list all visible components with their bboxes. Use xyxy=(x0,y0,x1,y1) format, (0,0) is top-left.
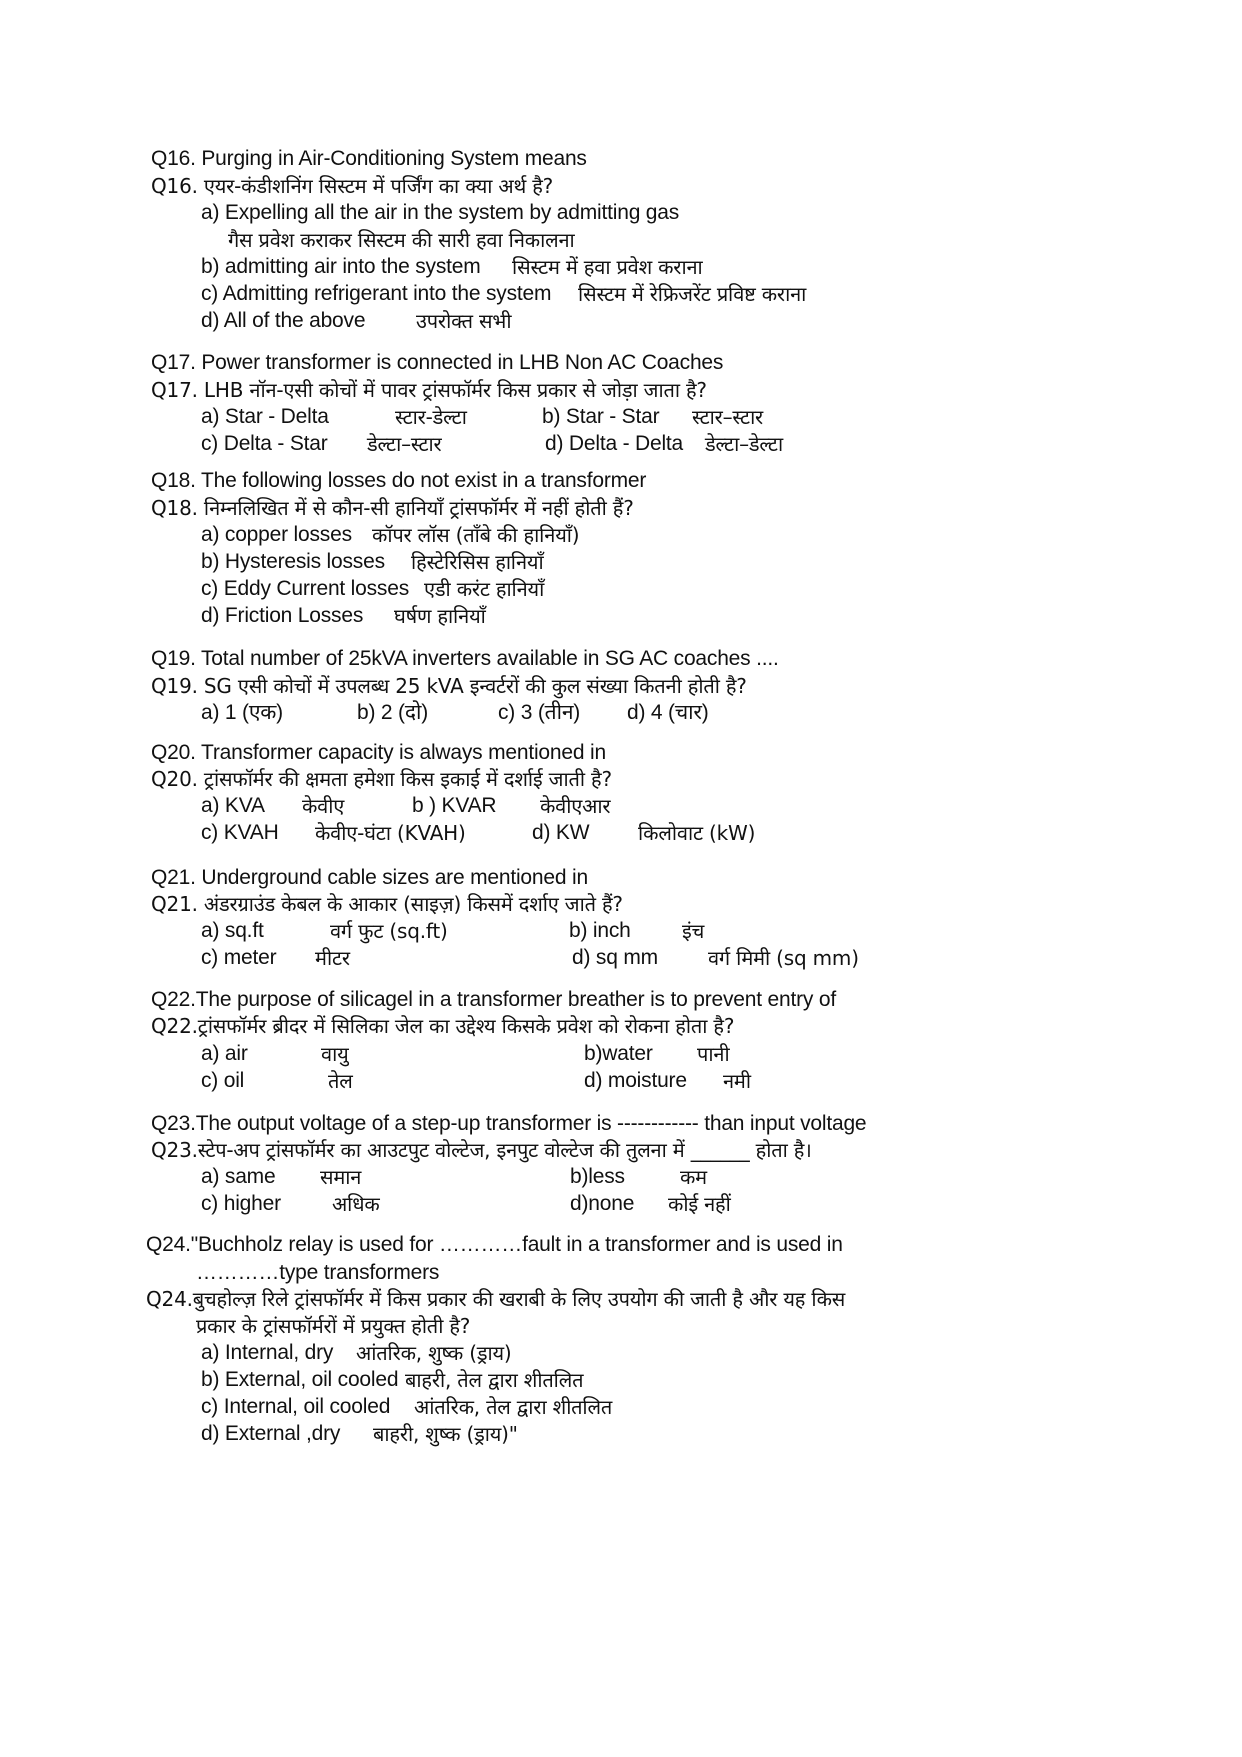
option-d-hi: किलोवाट (kW) xyxy=(638,821,756,845)
question-text-en: Q24."Buchholz relay is used for …………fault in a transformer and is used in xyxy=(146,1233,843,1256)
option-c-en: c) KVAH xyxy=(201,821,279,844)
option-d-en: d)none xyxy=(570,1192,635,1215)
option-d-hi: उपरोक्त सभी xyxy=(416,309,512,333)
option-c-en: c) Internal, oil cooled xyxy=(201,1395,391,1418)
option-c-en: c) oil xyxy=(201,1069,245,1092)
option-b-en: b ) KVAR xyxy=(412,794,497,817)
question-text-hi: Q24.बुचहोल्ज़ रिले ट्रांसफॉर्मर में किस प्रकार की खराबी के लिए उपयोग की जाती है और यह किस xyxy=(146,1287,846,1311)
question-text-en: Q17. Power transformer is connected in LHB Non AC Coaches xyxy=(151,351,724,374)
option-c-en: c) Eddy Current losses xyxy=(201,577,410,600)
option-d-hi: घर्षण हानियाँ xyxy=(394,604,486,628)
option-b-en: b) External, oil cooled xyxy=(201,1368,399,1391)
option-d-en: d) Friction Losses xyxy=(201,604,364,627)
option-a-hi: वर्ग फुट (sq.ft) xyxy=(330,919,448,943)
question-text-hi: Q18. निम्नलिखित में से कौन-सी हानियाँ ट्रांसफॉर्मर में नहीं होती हैं? xyxy=(151,496,634,520)
option-d-en: d) External ,dry xyxy=(201,1422,341,1445)
question-text-hi: Q23.स्टेप-अप ट्रांसफॉर्मर का आउटपुट वोल्टेज, इनपुट वोल्टेज की तुलना में ______ होता है। xyxy=(151,1138,812,1162)
option-a-hi: स्टार-डेल्टा xyxy=(395,405,467,429)
option-d-en: d) sq mm xyxy=(572,946,658,969)
option-d-hi: डेल्टा–डेल्टा xyxy=(705,432,783,456)
option-a-en: a) Star - Delta xyxy=(201,405,329,428)
option-c-hi: सिस्टम में रेफ्रिजरेंट प्रविष्ट कराना xyxy=(578,282,807,306)
option-a-en: a) air xyxy=(201,1042,248,1065)
question-text-en: Q18. The following losses do not exist in a transformer xyxy=(151,469,647,492)
option-a-hi: वायु xyxy=(321,1042,349,1066)
option-b-hi: हिस्टेरिसिस हानियाँ xyxy=(411,550,544,574)
option-d-hi: वर्ग मिमी (sq mm) xyxy=(708,946,859,970)
option-d-hi: बाहरी, शुष्क (ड्राय)" xyxy=(373,1422,518,1446)
option-c-en: c) meter xyxy=(201,946,277,969)
question-text-en: Q20. Transformer capacity is always mentioned in xyxy=(151,741,606,764)
option-c-en: c) Delta - Star xyxy=(201,432,328,455)
option-a-hi: आंतरिक, शुष्क (ड्राय) xyxy=(356,1341,512,1365)
option-a-hi: केवीए xyxy=(302,794,345,818)
option-b-en: b) Star - Star xyxy=(542,405,660,428)
option-b-en: b)less xyxy=(570,1165,625,1188)
question-text-hi-continued: प्रकार के ट्रांसफॉर्मरों में प्रयुक्त होती है? xyxy=(196,1314,471,1338)
option-b-en: b) inch xyxy=(569,919,631,942)
option-a-en: a) Internal, dry xyxy=(201,1341,334,1364)
option-b-hi: कम xyxy=(680,1165,707,1189)
option-d-hi: नमी xyxy=(723,1069,751,1093)
question-text-en: Q21. Underground cable sizes are mentioned in xyxy=(151,866,588,889)
question-text-en-continued: …………type transformers xyxy=(196,1261,440,1284)
option-a-en: a) same xyxy=(201,1165,276,1188)
option-d-en: d) KW xyxy=(532,821,590,844)
question-text-en: Q16. Purging in Air-Conditioning System means xyxy=(151,147,587,170)
option-b-hi: इंच xyxy=(682,919,705,943)
option-b-en: b)water xyxy=(584,1042,653,1065)
option-b-en: b) Hysteresis losses xyxy=(201,550,385,573)
option-a-hi: गैस प्रवेश कराकर सिस्टम की सारी हवा निकालना xyxy=(228,228,575,252)
option-a: a) 1 (एक) xyxy=(201,701,283,724)
option-d-en: d) moisture xyxy=(584,1069,687,1092)
option-b-en: b) admitting air into the system xyxy=(201,255,481,278)
question-text-hi: Q19. SG एसी कोचों में उपलब्ध 25 kVA इन्वर्टरों की कुल संख्या कितनी होती है? xyxy=(151,674,747,698)
option-c-hi: एडी करंट हानियाँ xyxy=(424,577,545,601)
question-text-hi: Q16. एयर-कंडीशनिंग सिस्टम में पर्जिंग का क्या अर्थ है? xyxy=(151,174,554,198)
option-c: c) 3 (तीन) xyxy=(498,701,581,724)
option-b-hi: केवीएआर xyxy=(540,794,611,818)
question-text-hi: Q20. ट्रांसफॉर्मर की क्षमता हमेशा किस इकाई में दर्शाई जाती है? xyxy=(151,767,612,791)
option-a-en: a) copper losses xyxy=(201,523,352,546)
option-a-en: a) sq.ft xyxy=(201,919,264,942)
option-c-en: c) higher xyxy=(201,1192,281,1215)
option-d-hi: कोई नहीं xyxy=(668,1192,731,1216)
option-d: d) 4 (चार) xyxy=(627,701,709,724)
option-b-hi: सिस्टम में हवा प्रवेश कराना xyxy=(512,255,703,279)
option-b: b) 2 (दो) xyxy=(357,701,428,724)
question-text-hi: Q21. अंडरग्राउंड केबल के आकार (साइज़) किसमें दर्शाए जाते हैं? xyxy=(151,892,623,916)
option-a-en: a) KVA xyxy=(201,794,265,817)
option-c-en: c) Admitting refrigerant into the system xyxy=(201,282,552,305)
option-a-hi: कॉपर लॉस (ताँबे की हानियाँ) xyxy=(372,523,580,547)
option-b-hi: स्टार–स्टार xyxy=(692,405,764,429)
question-text-en: Q22.The purpose of silicagel in a transformer breather is to prevent entry of xyxy=(151,988,836,1011)
option-c-hi: आंतरिक, तेल द्वारा शीतलित xyxy=(414,1395,613,1419)
option-b-hi: बाहरी, तेल द्वारा शीतलित xyxy=(405,1368,584,1392)
option-d-en: d) All of the above xyxy=(201,309,366,332)
option-c-hi: मीटर xyxy=(315,946,350,970)
option-b-hi: पानी xyxy=(697,1042,730,1066)
question-text-en: Q19. Total number of 25kVA inverters available in SG AC coaches .... xyxy=(151,647,779,670)
question-text-hi: Q22.ट्रांसफॉर्मर ब्रीदर में सिलिका जेल का उद्देश्य किसके प्रवेश को रोकना होता है? xyxy=(151,1014,735,1038)
option-a-hi: समान xyxy=(320,1165,362,1189)
question-text-en: Q23.The output voltage of a step-up transformer is ------------ than input voltage xyxy=(151,1112,867,1135)
question-text-hi: Q17. LHB नॉन-एसी कोचों में पावर ट्रांसफॉर्मर किस प्रकार से जोड़ा जाता है? xyxy=(151,378,707,402)
option-a-en: a) Expelling all the air in the system by admitting gas xyxy=(201,201,680,224)
option-c-hi: केवीए-घंटा (KVAH) xyxy=(315,821,466,845)
option-c-hi: अधिक xyxy=(332,1192,380,1216)
option-c-hi: तेल xyxy=(328,1069,353,1093)
option-d-en: d) Delta - Delta xyxy=(545,432,684,455)
option-c-hi: डेल्टा–स्टार xyxy=(367,432,442,456)
